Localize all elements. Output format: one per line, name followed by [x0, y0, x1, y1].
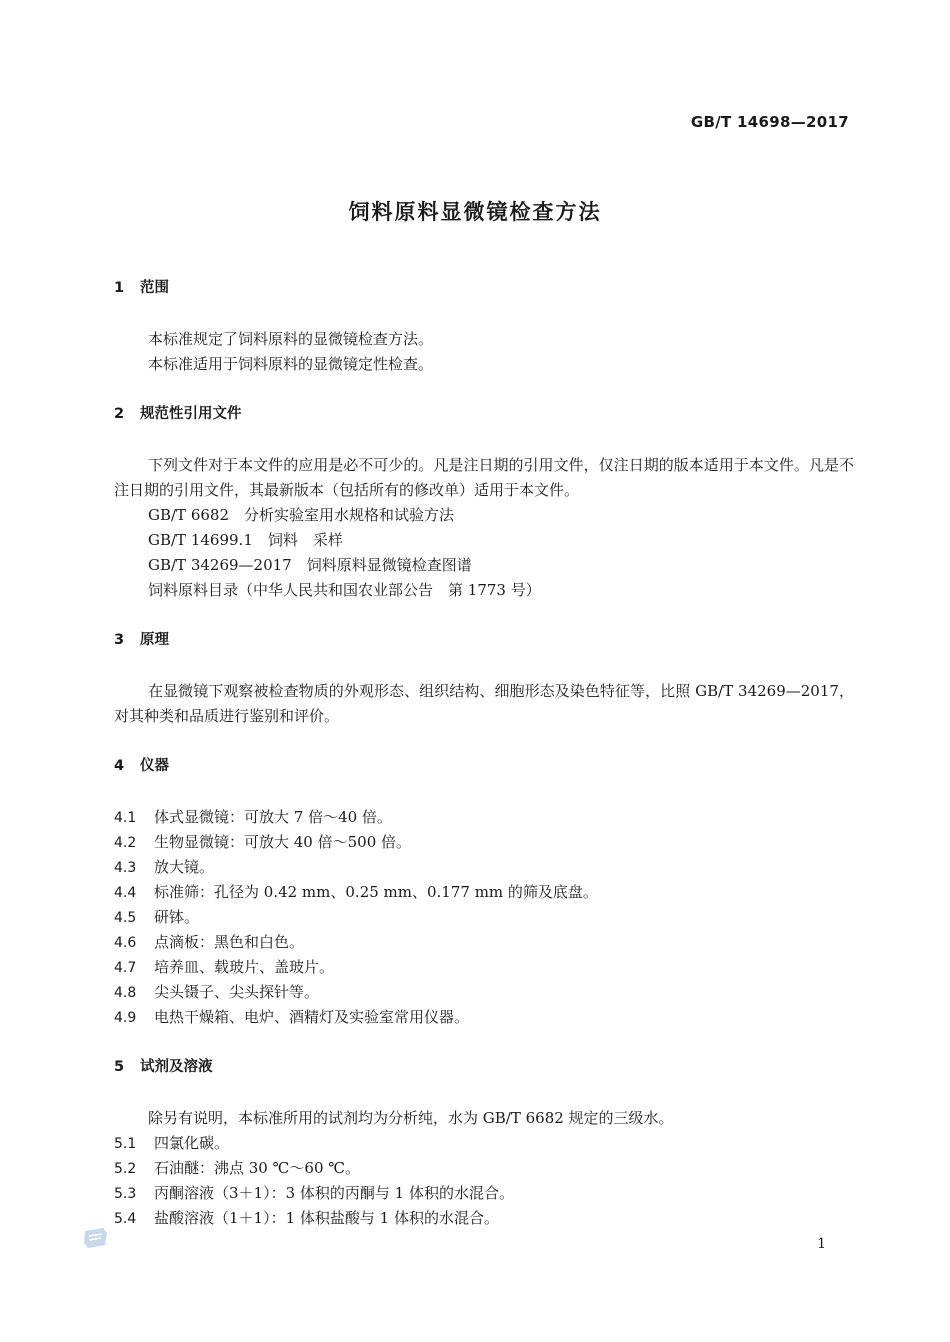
- item-number: 5.4: [114, 1211, 137, 1227]
- item-text: 放大镜。: [154, 858, 215, 876]
- list-item: [114, 830, 854, 855]
- list-item: [114, 1206, 854, 1231]
- item-text: 点滴板：黑色和白色。: [154, 933, 305, 951]
- item-text: 电热干燥箱、电炉、酒精灯及实验室常用仪器。: [154, 1008, 470, 1026]
- page-number: 1: [817, 1236, 826, 1252]
- item-text: 石油醚：沸点 30 ℃～60 ℃。: [154, 1159, 361, 1177]
- section-3-heading: [114, 628, 854, 653]
- item-text: 尖头镊子、尖头探针等。: [154, 983, 320, 1001]
- item-text: 盐酸溶液（1＋1）：1 体积盐酸与 1 体积的水混合。: [154, 1209, 499, 1227]
- item-number: 4.1: [114, 810, 137, 826]
- list-item: [114, 805, 854, 830]
- section-title: 原理: [140, 632, 169, 648]
- section-5-heading: [114, 1055, 854, 1080]
- section-1-heading: [114, 276, 854, 301]
- item-number: 5.3: [114, 1186, 137, 1202]
- list-item: [114, 880, 854, 905]
- paragraph: 除另有说明，本标准所用的试剂均为分析纯，水为 GB/T 6682 规定的三级水。: [148, 1109, 674, 1127]
- item-number: 4.6: [114, 935, 137, 951]
- section-number: 1: [114, 280, 125, 296]
- section-title: 试剂及溶液: [140, 1059, 213, 1075]
- item-text: 培养皿、载玻片、盖玻片。: [154, 958, 335, 976]
- item-number: 4.9: [114, 1010, 137, 1026]
- item-text: 标准筛：孔径为 0.42 mm、0.25 mm、0.177 mm 的筛及底盘。: [154, 883, 598, 901]
- reference-item: GB/T 6682 分析实验室用水规格和试验方法: [148, 506, 455, 524]
- reference-item: GB/T 34269—2017 饲料原料显微镜检查图谱: [148, 556, 472, 574]
- reference-item: GB/T 14699.1 饲料 采样: [148, 531, 343, 549]
- section-number: 5: [114, 1059, 125, 1075]
- item-number: 4.8: [114, 985, 137, 1001]
- document-title: 饲料原料显微镜检查方法: [348, 200, 602, 224]
- item-number: 5.1: [114, 1136, 137, 1152]
- reference-item: 饲料原料目录（中华人民共和国农业部公告 第 1773 号）: [148, 581, 541, 599]
- item-text: 体式显微镜：可放大 7 倍～40 倍。: [154, 808, 392, 826]
- item-number: 4.4: [114, 885, 137, 901]
- paragraph: 在显微镜下观察被检查物质的外观形态、组织结构、细胞形态及染色特征等，比照 GB/T 34269—2017，对其种类和品质进行鉴别和评价。: [114, 682, 854, 725]
- paragraph: 下列文件对于本文件的应用是必不可少的。凡是注日期的引用文件，仅注日期的版本适用于本文件。凡是不注日期的引用文件，其最新版本（包括所有的修改单）适用于本文件。: [114, 456, 854, 499]
- item-text: 丙酮溶液（3＋1）：3 体积的丙酮与 1 体积的水混合。: [154, 1184, 514, 1202]
- sac-logo-icon: [83, 1227, 109, 1249]
- section-number: 4: [114, 758, 125, 774]
- item-number: 4.7: [114, 960, 137, 976]
- item-text: 研钵。: [154, 908, 200, 926]
- list-item: [114, 1181, 854, 1206]
- item-number: 4.2: [114, 835, 137, 851]
- list-item: [114, 930, 854, 955]
- list-item: [114, 1156, 854, 1181]
- standard-number: GB/T 14698—2017: [690, 113, 849, 131]
- list-item: [114, 1005, 854, 1030]
- section-4-heading: [114, 754, 854, 779]
- section-title: 规范性引用文件: [140, 406, 242, 422]
- item-number: 4.3: [114, 860, 137, 876]
- list-item: [114, 855, 854, 880]
- list-item: [114, 955, 854, 980]
- paragraph: 本标准适用于饲料原料的显微镜定性检查。: [148, 355, 434, 373]
- paragraph: 本标准规定了饲料原料的显微镜检查方法。: [148, 330, 434, 348]
- list-item: [114, 980, 854, 1005]
- item-text: 四氯化碳。: [154, 1134, 230, 1152]
- list-item: [114, 1131, 854, 1156]
- document-body: [114, 276, 854, 1231]
- section-number: 3: [114, 632, 125, 648]
- section-number: 2: [114, 406, 125, 422]
- section-title: 范围: [140, 280, 169, 296]
- item-number: 4.5: [114, 910, 137, 926]
- list-item: [114, 905, 854, 930]
- section-2-heading: [114, 402, 854, 427]
- section-title: 仪器: [140, 758, 169, 774]
- item-number: 5.2: [114, 1161, 137, 1177]
- item-text: 生物显微镜：可放大 40 倍～500 倍。: [154, 833, 412, 851]
